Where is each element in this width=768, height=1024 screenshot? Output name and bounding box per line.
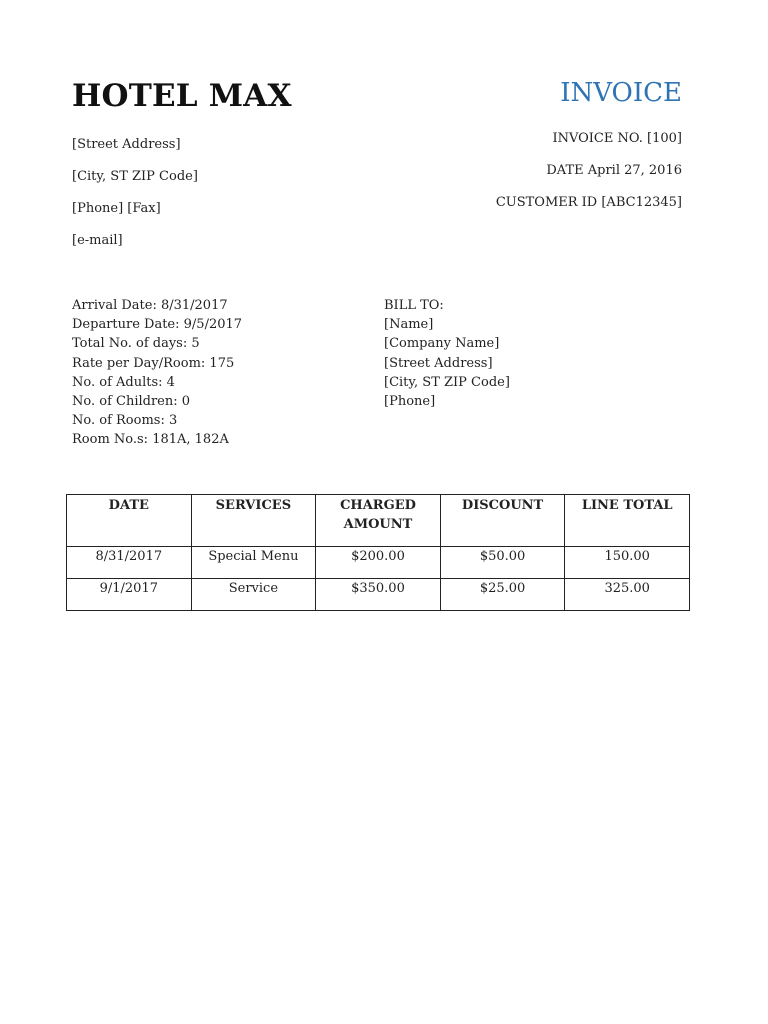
stay-details — [72, 296, 242, 450]
bill-to — [384, 296, 510, 411]
cell-line-total: 325.00 — [565, 579, 690, 611]
cell-charged-amount: $350.00 — [316, 579, 441, 611]
total-days: Total No. of days: 5 — [72, 336, 200, 352]
invoice-items-table — [66, 494, 690, 611]
adults-count: No. of Adults: 4 — [72, 374, 175, 390]
hotel-city-zip: [City, ST ZIP Code] — [72, 169, 198, 184]
customer-id: CUSTOMER ID [ABC12345] — [495, 195, 682, 210]
bill-to-city: [City, ST ZIP Code] — [384, 374, 510, 390]
departure-date: Departure Date: 9/5/2017 — [72, 317, 243, 333]
table-row — [67, 579, 690, 611]
invoice-title: INVOICE — [560, 78, 682, 108]
cell-charged-amount: $200.00 — [316, 547, 441, 579]
hotel-phone-fax: [Phone] [Fax] — [72, 201, 161, 216]
col-header-charged-amount: CHARGED AMOUNT — [316, 495, 441, 547]
col-header-discount: DISCOUNT — [440, 495, 565, 547]
cell-discount: $50.00 — [440, 547, 565, 579]
bill-to-phone: [Phone] — [384, 394, 436, 410]
arrival-date: Arrival Date: 8/31/2017 — [72, 298, 228, 313]
cell-discount: $25.00 — [440, 579, 565, 611]
hotel-email: [e-mail] — [72, 233, 123, 248]
cell-service: Service — [191, 579, 316, 611]
col-header-line-total: LINE TOTAL — [565, 495, 690, 547]
cell-line-total: 150.00 — [565, 547, 690, 579]
cell-date: 9/1/2017 — [67, 579, 192, 611]
children-count: No. of Children: 0 — [72, 394, 191, 410]
hotel-street-address: [Street Address] — [72, 137, 181, 152]
rate-per-day: Rate per Day/Room: 175 — [72, 355, 235, 371]
cell-date: 8/31/2017 — [67, 547, 192, 579]
col-header-services: SERVICES — [191, 495, 316, 547]
bill-to-name: [Name] — [384, 317, 434, 333]
cell-service: Special Menu — [191, 547, 316, 579]
bill-to-company: [Company Name] — [384, 336, 500, 352]
room-numbers: Room No.s: 181A, 182A — [72, 432, 229, 448]
table-header-row — [67, 495, 690, 547]
invoice-date: DATE April 27, 2016 — [546, 163, 682, 178]
col-header-date: DATE — [67, 495, 192, 547]
bill-to-heading: BILL TO: — [384, 298, 444, 313]
table-row — [67, 547, 690, 579]
hotel-name: HOTEL MAX — [72, 78, 292, 114]
rooms-count: No. of Rooms: 3 — [72, 413, 178, 429]
invoice-number: INVOICE NO. [100] — [552, 131, 682, 146]
bill-to-street: [Street Address] — [384, 355, 493, 371]
